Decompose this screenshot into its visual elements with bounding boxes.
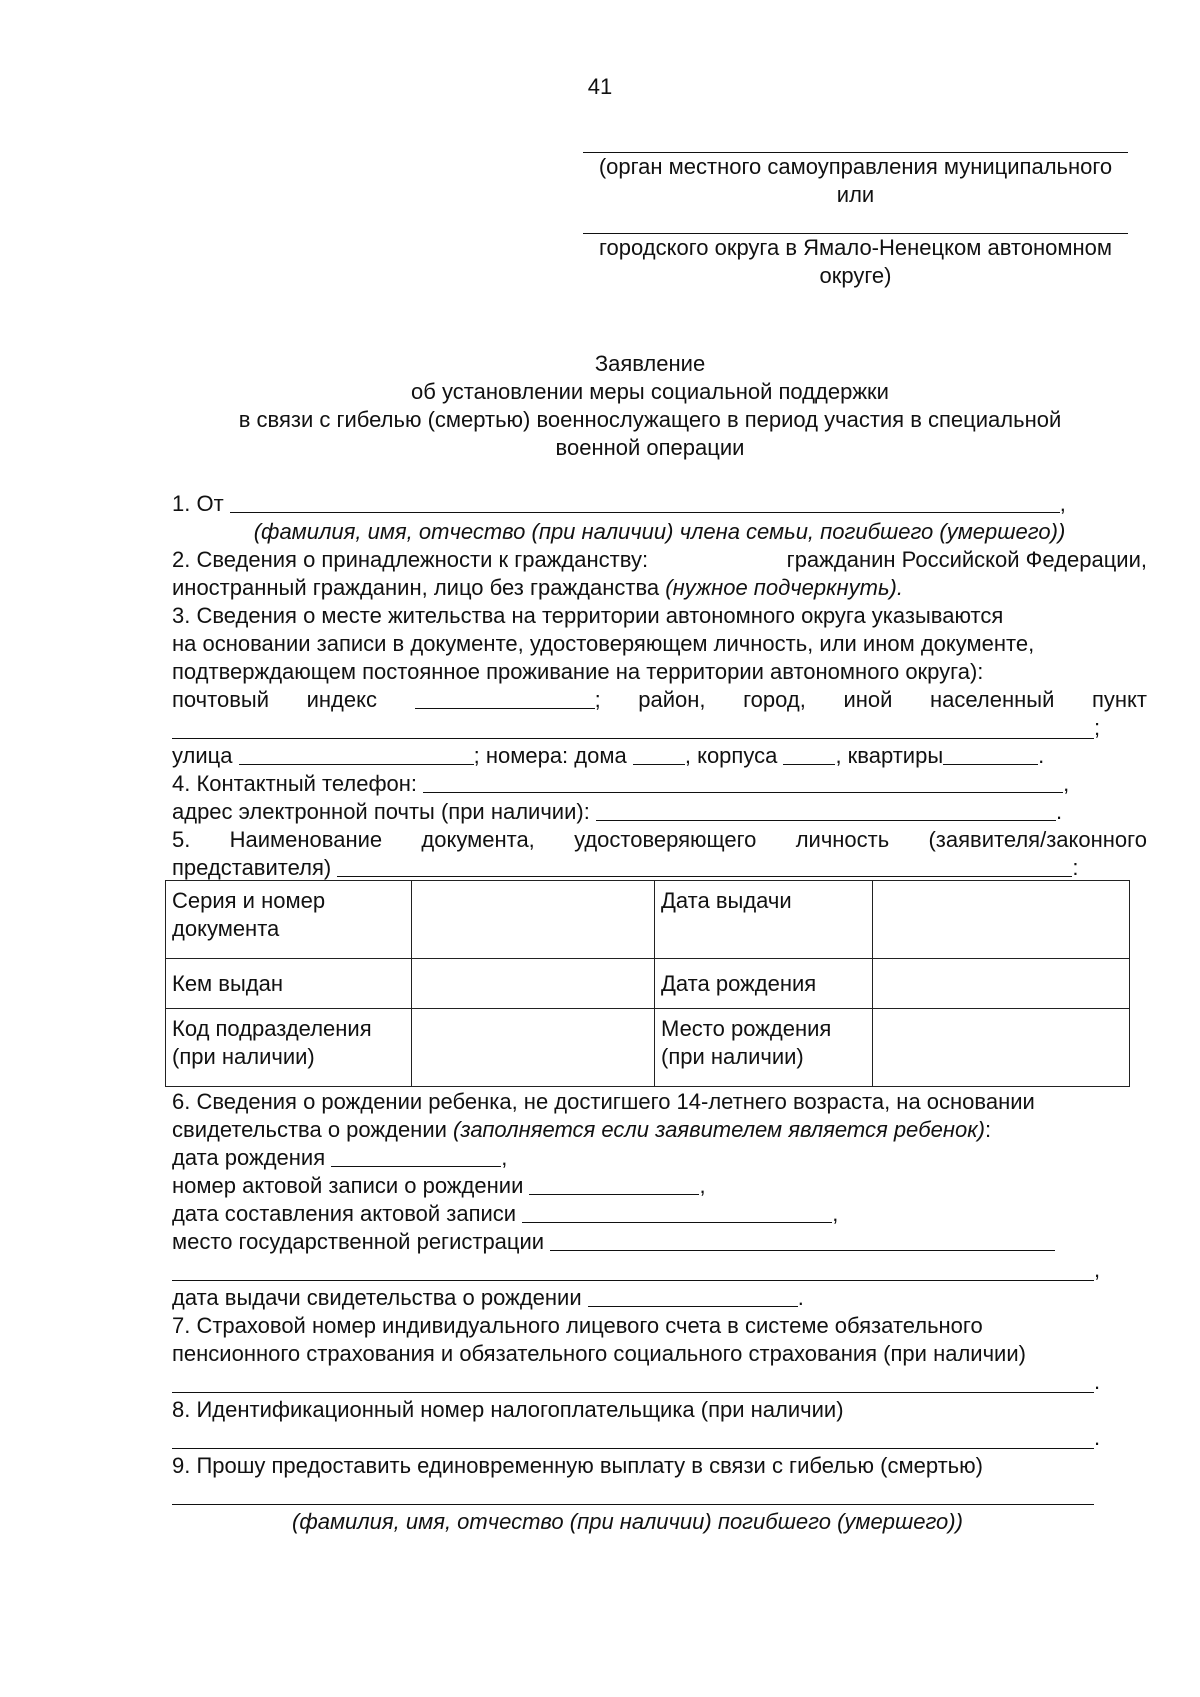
birth-date-label-cell: Дата рождения bbox=[655, 959, 873, 1009]
authority-name-field-line-2[interactable] bbox=[583, 219, 1128, 234]
citizenship-hint: (нужное подчеркнуть). bbox=[665, 575, 903, 600]
series-value-cell[interactable] bbox=[412, 881, 655, 959]
email-end: . bbox=[1055, 799, 1063, 824]
certificate-date-field[interactable] bbox=[588, 1286, 798, 1307]
period: . bbox=[1094, 1425, 1101, 1450]
child-birth-date-line bbox=[172, 1144, 1147, 1172]
division-code-label-cell: Код подразделения (при наличии) bbox=[166, 1009, 412, 1087]
issued-by-value-cell[interactable] bbox=[412, 959, 655, 1009]
section-3-line-1: 3. Сведения о месте жительства на территории автономного округа указываются bbox=[172, 603, 1004, 628]
addressee-hint-line-3: городского округа в Ямало-Ненецком автономном bbox=[598, 235, 1112, 260]
postal-semicolon: ; bbox=[594, 687, 601, 712]
section-1-hint: (фамилия, имя, отчество (при наличии) члена семьи, погибшего (умершего)) bbox=[253, 519, 1066, 544]
phone-line bbox=[172, 770, 1147, 798]
section-7-line-1: 7. Страховой номер индивидуального лицевого счета в системе обязательного bbox=[172, 1313, 983, 1338]
registration-place-field[interactable] bbox=[550, 1230, 1055, 1251]
section-5-line-1 bbox=[172, 826, 1147, 854]
birth-place-label-cell: Место рождения (при наличии) bbox=[655, 1009, 873, 1087]
section-1-prefix: 1. От bbox=[172, 491, 224, 516]
record-number-label: номер актовой записи о рождении bbox=[172, 1173, 524, 1198]
title-line-3: в связи с гибелью (смертью) военнослужащего в период участия в специальной bbox=[238, 407, 1062, 432]
applicant-name-field[interactable] bbox=[230, 492, 1060, 513]
addressee-hint-line-4: округе) bbox=[819, 263, 892, 288]
house-field[interactable] bbox=[633, 744, 685, 765]
birth-place-value-cell[interactable] bbox=[873, 1009, 1130, 1087]
section-1-suffix: , bbox=[1059, 491, 1066, 516]
record-date-line bbox=[172, 1200, 1147, 1228]
record-date-label: дата составления актовой записи bbox=[172, 1201, 517, 1226]
issue-date-value-cell[interactable] bbox=[873, 881, 1130, 959]
email-line bbox=[172, 798, 1147, 826]
inn-line bbox=[172, 1424, 1147, 1452]
email-field[interactable] bbox=[596, 800, 1056, 821]
place-word-5: пункт bbox=[1091, 687, 1147, 712]
page-number: 41 bbox=[587, 74, 613, 99]
phone-field[interactable] bbox=[423, 772, 1063, 793]
phone-label: 4. Контактный телефон: bbox=[172, 771, 418, 796]
issued-by-label-cell: Кем выдан bbox=[166, 959, 412, 1009]
certificate-date-label: дата выдачи свидетельства о рождении bbox=[172, 1285, 582, 1310]
place-semicolon: ; bbox=[1094, 715, 1101, 740]
phone-end: , bbox=[1063, 771, 1070, 796]
title-line-1: Заявление bbox=[594, 351, 706, 376]
s5-word-1: 5. bbox=[172, 827, 191, 852]
section-5-line-2 bbox=[172, 854, 1147, 882]
snils-line bbox=[172, 1368, 1147, 1396]
place-word-3: иной bbox=[843, 687, 893, 712]
email-label: адрес электронной почты (при наличии): bbox=[172, 799, 590, 824]
table-row bbox=[166, 1009, 1130, 1087]
comma: , bbox=[1094, 1257, 1101, 1282]
s5-word-2: Наименование bbox=[229, 827, 383, 852]
child-birth-date-field[interactable] bbox=[331, 1146, 501, 1167]
section-7-line-2: пенсионного страхования и обязательного социального страхования (при наличии) bbox=[172, 1341, 1026, 1366]
division-code-value-cell[interactable] bbox=[412, 1009, 655, 1087]
record-number-line bbox=[172, 1172, 1147, 1200]
postal-and-place-line bbox=[172, 686, 1147, 714]
place-word-1: район, bbox=[638, 687, 706, 712]
s5-word-6: (заявителя/законного bbox=[928, 827, 1147, 852]
settlement-field[interactable] bbox=[172, 716, 1094, 739]
section-6-hint: (заполняется если заявителем является ребенок) bbox=[453, 1117, 985, 1142]
apartment-label: , квартиры bbox=[835, 743, 944, 768]
apartment-field[interactable] bbox=[943, 744, 1038, 765]
s5-end: : bbox=[1072, 855, 1079, 880]
place-field-line bbox=[172, 714, 1147, 742]
document-title bbox=[160, 350, 1140, 462]
place-word-2: город, bbox=[743, 687, 806, 712]
registration-place-label: место государственной регистрации bbox=[172, 1229, 545, 1254]
section-3-line-3: подтверждающем постоянное проживание на территории автономного округа): bbox=[172, 659, 984, 684]
building-label: , корпуса bbox=[684, 743, 778, 768]
table-row bbox=[166, 881, 1130, 959]
series-label-cell: Серия и номер документа bbox=[166, 881, 412, 959]
deceased-name-field[interactable] bbox=[172, 1482, 1094, 1505]
street-end: . bbox=[1038, 743, 1045, 768]
street-label: улица bbox=[172, 743, 233, 768]
s5-word-3: документа, bbox=[421, 827, 535, 852]
addressee-hint-line-1: (орган местного самоуправления муниципального bbox=[598, 154, 1113, 179]
identity-document-table bbox=[165, 880, 1130, 1087]
deceased-name-line bbox=[172, 1480, 1147, 1508]
period: . bbox=[797, 1285, 804, 1310]
registration-place-line-2 bbox=[172, 1256, 1147, 1284]
record-date-field[interactable] bbox=[522, 1202, 832, 1223]
postal-word-2: индекс bbox=[306, 687, 377, 712]
certificate-date-line bbox=[172, 1284, 1147, 1312]
street-field[interactable] bbox=[239, 744, 474, 765]
identity-document-name-field[interactable] bbox=[337, 856, 1072, 877]
house-label: ; номера: дома bbox=[473, 743, 627, 768]
registration-place-line bbox=[172, 1228, 1147, 1256]
s5-word-5: личность bbox=[795, 827, 890, 852]
section-8-line-1: 8. Идентификационный номер налогоплательщика (при наличии) bbox=[172, 1397, 844, 1422]
place-word-4: населенный bbox=[930, 687, 1055, 712]
section-6-line-2 bbox=[172, 1116, 1147, 1144]
postal-word-1: почтовый bbox=[172, 687, 269, 712]
citizenship-label: 2. Сведения о принадлежности к гражданству: bbox=[172, 547, 649, 572]
building-field[interactable] bbox=[783, 744, 835, 765]
section-3-line-2: на основании записи в документе, удостоверяющем личность, или ином документе, bbox=[172, 631, 1035, 656]
inn-field[interactable] bbox=[172, 1426, 1094, 1449]
comma: , bbox=[832, 1201, 839, 1226]
section-1-line bbox=[172, 490, 1147, 518]
table-row bbox=[166, 959, 1130, 1009]
citizenship-option-rf[interactable]: гражданин Российской Федерации, bbox=[786, 547, 1147, 572]
street-line bbox=[172, 742, 1147, 770]
period: . bbox=[1094, 1369, 1101, 1394]
comma: , bbox=[699, 1173, 706, 1198]
section-9-line-1: 9. Прошу предоставить единовременную выплату в связи с гибелью (смертью) bbox=[172, 1453, 983, 1478]
section-6-line-1: 6. Сведения о рождении ребенка, не достигшего 14-летнего возраста, на основании bbox=[172, 1089, 1035, 1114]
birth-date-value-cell[interactable] bbox=[873, 959, 1130, 1009]
addressee-block bbox=[568, 128, 1143, 290]
issue-date-label-cell: Дата выдачи bbox=[655, 881, 873, 959]
section-6-colon: : bbox=[984, 1117, 992, 1142]
form-body-continued bbox=[172, 1088, 1147, 1536]
section-6-label: свидетельства о рождении bbox=[172, 1117, 447, 1142]
title-line-2: об установлении меры социальной поддержки bbox=[411, 379, 889, 404]
addressee-hint-line-2: или bbox=[836, 182, 875, 207]
section-9-hint: (фамилия, имя, отчество (при наличии) погибшего (умершего)) bbox=[292, 1509, 963, 1534]
title-line-4: военной операции bbox=[555, 435, 745, 460]
representative-label: представителя) bbox=[172, 855, 332, 880]
postal-code-field[interactable] bbox=[415, 688, 595, 709]
section-2-line-1 bbox=[172, 546, 1147, 574]
citizenship-option-other[interactable]: иностранный гражданин, лицо без гражданства bbox=[172, 575, 660, 600]
section-2-line-2 bbox=[172, 574, 1147, 602]
child-birth-date-label: дата рождения bbox=[172, 1145, 326, 1170]
authority-name-field-line-1[interactable] bbox=[583, 138, 1128, 153]
comma: , bbox=[501, 1145, 508, 1170]
record-number-field[interactable] bbox=[529, 1174, 699, 1195]
snils-field[interactable] bbox=[172, 1370, 1094, 1393]
s5-word-4: удостоверяющего bbox=[574, 827, 757, 852]
registration-place-field-2[interactable] bbox=[172, 1258, 1094, 1281]
form-body bbox=[172, 490, 1147, 882]
